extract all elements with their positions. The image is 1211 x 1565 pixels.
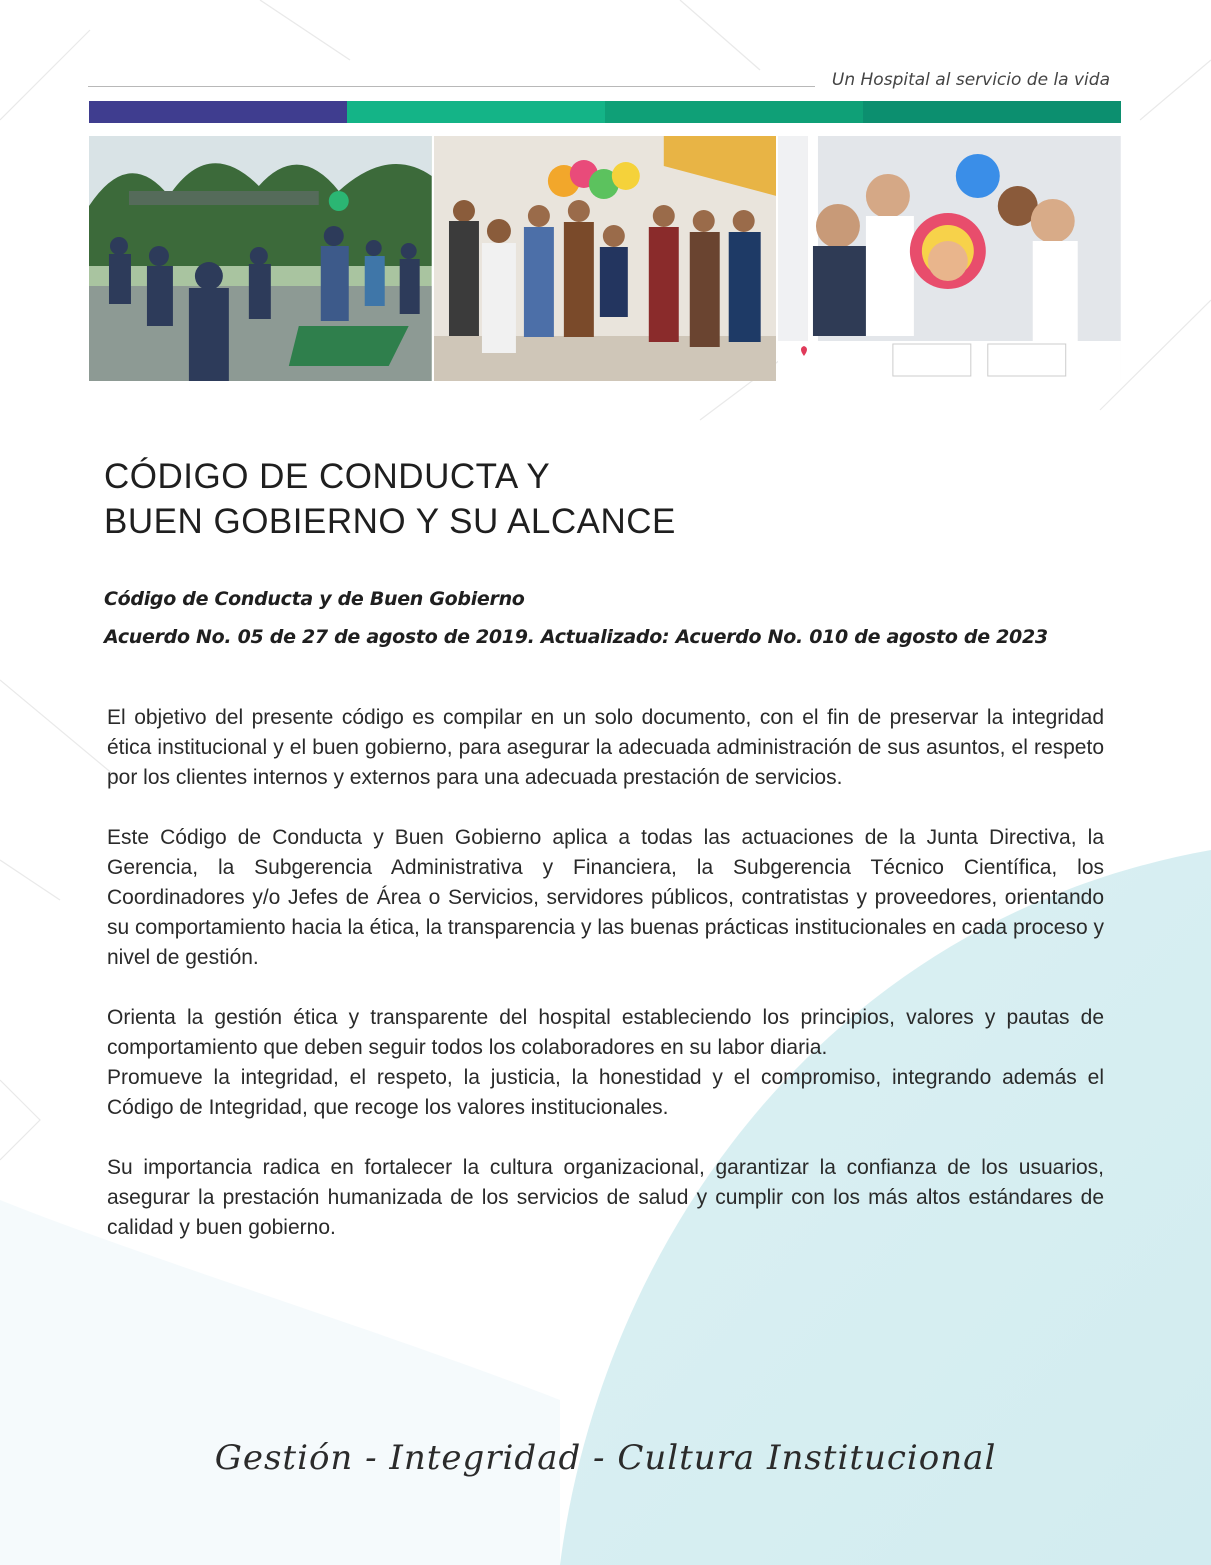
color-bar-segment-4	[863, 101, 1121, 123]
paragraph-scope: Este Código de Conducta y Buen Gobierno aplica a todas las actuaciones de la Junta Directiva, la Gerencia, la Subgerencia Administrativa y Financiera, la Subgerencia Técnico Científica, los Coordinadores y/o Jefes de Área o Servicios, servidores públicos, contratistas y proveedores, orientando su comportamiento hacia la ética, la transparencia y las buenas prácticas institucionales en cada proceso y nivel de gestión.	[107, 826, 1104, 969]
header-color-bar	[89, 101, 1121, 123]
page-title-line-2: BUEN GOBIERNO Y SU ALCANCE	[104, 502, 676, 541]
page-title-line-1: CÓDIGO DE CONDUCTA Y	[104, 457, 551, 496]
header-rule	[88, 86, 815, 87]
document-name: Código de Conducta y de Buen Gobierno	[104, 588, 525, 610]
document-reference	[104, 580, 1048, 656]
body-text	[107, 703, 1104, 1273]
color-bar-segment-2	[347, 101, 605, 123]
outdoor-drill-photo	[89, 136, 432, 381]
agreement-reference: Acuerdo No. 05 de 27 de agosto de 2019. Actualizado: Acuerdo No. 010 de agosto de 2023	[104, 626, 1048, 648]
paragraph-objective: El objetivo del presente código es compilar en un solo documento, con el fin de preservar la integridad ética institucional y el buen gobierno, para asegurar la adecuada administración de sus asuntos, el respeto por los clientes internos y externos para una adecuada prestación de servicios.	[107, 706, 1104, 789]
page-title	[104, 454, 676, 544]
paragraph-importance: Su importancia radica en fortalecer la cultura organizacional, garantizar la confianza de los usuarios, asegurar la prestación humanizada de los servicios de salud y cumplir con los más altos estándares de calidad y buen gobierno.	[107, 1156, 1104, 1239]
costume-party-photo	[434, 136, 777, 381]
color-bar-segment-3	[605, 101, 863, 123]
instagram-frame-photo	[778, 136, 1121, 381]
footer-slogan: Gestión - Integridad - Cultura Institucional	[214, 1438, 997, 1478]
paragraph-orientation: Orienta la gestión ética y transparente del hospital estableciendo los principios, valores y pautas de comportamiento que deben seguir todos los colaboradores en su labor diaria.	[107, 1006, 1104, 1059]
color-bar-segment-1	[89, 101, 347, 123]
photo-strip	[89, 136, 1121, 381]
paragraph-integrity: Promueve la integridad, el respeto, la justicia, la honestidad y el compromiso, integrando además el Código de Integridad, que recoge los valores institucionales.	[107, 1066, 1104, 1119]
header-tagline: Un Hospital al servicio de la vida	[831, 70, 1110, 90]
